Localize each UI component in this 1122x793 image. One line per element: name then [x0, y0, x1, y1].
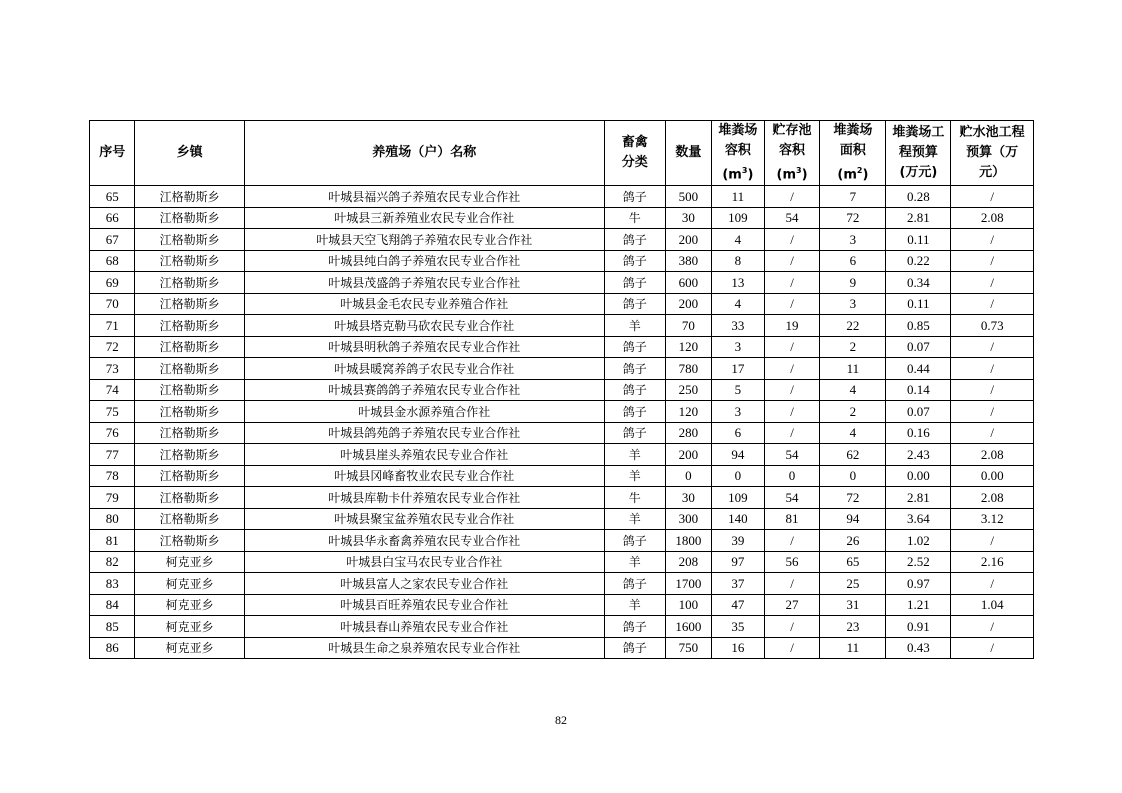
table-row [90, 229, 1034, 251]
cell-manure-yard-budget: 2.81 [886, 207, 951, 229]
cell-water-pool-budget: / [951, 293, 1034, 315]
cell-manure-yard-budget: 0.34 [886, 272, 951, 294]
cell-quantity: 200 [665, 293, 711, 315]
cell-index: 69 [90, 272, 135, 294]
cell-index: 85 [90, 616, 135, 638]
cell-livestock: 羊 [604, 465, 665, 487]
cell-township: 柯克亚乡 [135, 594, 244, 616]
unit-sup: 3 [741, 166, 748, 175]
cell-farm-name: 叶城县茂盛鸽子养殖农民专业合作社 [244, 272, 604, 294]
cell-storage-pool-volume: / [764, 379, 820, 401]
cell-manure-yard-area: 25 [820, 573, 886, 595]
cell-quantity: 30 [665, 207, 711, 229]
cell-storage-pool-volume: 54 [764, 444, 820, 466]
cell-water-pool-budget: / [951, 530, 1034, 552]
cell-manure-yard-budget: 0.22 [886, 250, 951, 272]
cell-livestock: 羊 [604, 551, 665, 573]
cell-quantity: 250 [665, 379, 711, 401]
table-row [90, 207, 1034, 229]
cell-water-pool-budget: 0.00 [951, 465, 1034, 487]
table-row [90, 186, 1034, 208]
cell-index: 67 [90, 229, 135, 251]
cell-township: 江格勒斯乡 [135, 207, 244, 229]
cell-manure-yard-volume: 3 [712, 336, 765, 358]
cell-farm-name: 叶城县冈峰畜牧业农民专业合作社 [244, 465, 604, 487]
cell-livestock: 鸽子 [604, 250, 665, 272]
cell-farm-name: 叶城县金水源养殖合作社 [244, 401, 604, 423]
cell-manure-yard-budget: 1.02 [886, 530, 951, 552]
cell-manure-yard-area: 94 [820, 508, 886, 530]
table-row [90, 293, 1034, 315]
cell-manure-yard-budget: 0.85 [886, 315, 951, 337]
unit-sup: 2 [856, 166, 863, 175]
cell-manure-yard-area: 7 [820, 186, 886, 208]
cell-quantity: 380 [665, 250, 711, 272]
header-livestock-label: 畜禽分类 [621, 135, 648, 171]
cell-farm-name: 叶城县库勒卡什养殖农民专业合作社 [244, 487, 604, 509]
cell-manure-yard-area: 11 [820, 637, 886, 659]
cell-manure-yard-budget: 0.00 [886, 465, 951, 487]
cell-livestock: 鸽子 [604, 293, 665, 315]
cell-manure-yard-area: 65 [820, 551, 886, 573]
cell-manure-yard-volume: 4 [712, 293, 765, 315]
cell-storage-pool-volume: 27 [764, 594, 820, 616]
cell-township: 江格勒斯乡 [135, 272, 244, 294]
cell-quantity: 208 [665, 551, 711, 573]
cell-water-pool-budget: 2.08 [951, 487, 1034, 509]
cell-storage-pool-volume: / [764, 422, 820, 444]
cell-township: 江格勒斯乡 [135, 508, 244, 530]
cell-township: 江格勒斯乡 [135, 379, 244, 401]
cell-manure-yard-budget: 0.16 [886, 422, 951, 444]
header-index: 序号 [90, 121, 135, 186]
cell-manure-yard-area: 6 [820, 250, 886, 272]
cell-farm-name: 叶城县鸽苑鸽子养殖农民专业合作社 [244, 422, 604, 444]
cell-livestock: 鸽子 [604, 229, 665, 251]
cell-index: 71 [90, 315, 135, 337]
table-row [90, 272, 1034, 294]
cell-manure-yard-volume: 5 [712, 379, 765, 401]
cell-index: 78 [90, 465, 135, 487]
cell-manure-yard-budget: 0.11 [886, 293, 951, 315]
unit-base: (m [722, 167, 742, 183]
cell-manure-yard-budget: 1.21 [886, 594, 951, 616]
cell-manure-yard-budget: 0.07 [886, 336, 951, 358]
cell-index: 86 [90, 637, 135, 659]
cell-manure-yard-budget: 2.81 [886, 487, 951, 509]
cell-quantity: 200 [665, 229, 711, 251]
cell-livestock: 鸽子 [604, 272, 665, 294]
unit-base: (m [837, 167, 857, 183]
header-manure-yard-area-unit [820, 161, 885, 185]
cell-quantity: 300 [665, 508, 711, 530]
cell-township: 江格勒斯乡 [135, 422, 244, 444]
cell-water-pool-budget: / [951, 637, 1034, 659]
header-livestock [604, 121, 665, 186]
cell-livestock: 牛 [604, 487, 665, 509]
cell-township: 柯克亚乡 [135, 551, 244, 573]
cell-manure-yard-budget: 2.52 [886, 551, 951, 573]
page-number: 82 [555, 713, 567, 727]
cell-quantity: 0 [665, 465, 711, 487]
cell-manure-yard-area: 9 [820, 272, 886, 294]
cell-storage-pool-volume: 19 [764, 315, 820, 337]
cell-index: 74 [90, 379, 135, 401]
header-water-pool-budget [951, 121, 1034, 186]
cell-manure-yard-volume: 8 [712, 250, 765, 272]
cell-manure-yard-volume: 3 [712, 401, 765, 423]
cell-livestock: 鸽子 [604, 422, 665, 444]
table-row [90, 530, 1034, 552]
cell-manure-yard-volume: 11 [712, 186, 765, 208]
table-row [90, 487, 1034, 509]
cell-manure-yard-area: 3 [820, 229, 886, 251]
cell-livestock: 鸽子 [604, 573, 665, 595]
header-storage-pool-volume-label: 贮存池容积 [772, 123, 812, 158]
livestock-farm-table [89, 120, 1034, 659]
cell-index: 68 [90, 250, 135, 272]
cell-township: 江格勒斯乡 [135, 465, 244, 487]
cell-farm-name: 叶城县明秋鸽子养殖农民专业合作社 [244, 336, 604, 358]
cell-storage-pool-volume: / [764, 358, 820, 380]
cell-manure-yard-volume: 33 [712, 315, 765, 337]
cell-index: 76 [90, 422, 135, 444]
cell-quantity: 1700 [665, 573, 711, 595]
cell-manure-yard-volume: 39 [712, 530, 765, 552]
cell-manure-yard-area: 11 [820, 358, 886, 380]
cell-index: 75 [90, 401, 135, 423]
table-row [90, 616, 1034, 638]
cell-storage-pool-volume: / [764, 616, 820, 638]
table-row [90, 465, 1034, 487]
cell-manure-yard-volume: 140 [712, 508, 765, 530]
cell-township: 江格勒斯乡 [135, 336, 244, 358]
cell-water-pool-budget: / [951, 358, 1034, 380]
cell-quantity: 1800 [665, 530, 711, 552]
cell-manure-yard-area: 62 [820, 444, 886, 466]
cell-index: 82 [90, 551, 135, 573]
cell-manure-yard-budget: 3.64 [886, 508, 951, 530]
cell-livestock: 羊 [604, 508, 665, 530]
cell-water-pool-budget: / [951, 272, 1034, 294]
cell-quantity: 70 [665, 315, 711, 337]
cell-manure-yard-budget: 0.97 [886, 573, 951, 595]
header-farm-name: 养殖场（户）名称 [244, 121, 604, 186]
cell-manure-yard-volume: 37 [712, 573, 765, 595]
cell-farm-name: 叶城县聚宝盆养殖农民专业合作社 [244, 508, 604, 530]
header-quantity: 数量 [665, 121, 711, 186]
cell-manure-yard-volume: 6 [712, 422, 765, 444]
cell-farm-name: 叶城县崖头养殖农民专业合作社 [244, 444, 604, 466]
cell-water-pool-budget: / [951, 401, 1034, 423]
cell-manure-yard-volume: 109 [712, 487, 765, 509]
cell-township: 江格勒斯乡 [135, 315, 244, 337]
unit-sup: 3 [796, 166, 802, 175]
cell-livestock: 鸽子 [604, 637, 665, 659]
unit-base: (m [776, 167, 797, 183]
cell-township: 柯克亚乡 [135, 637, 244, 659]
cell-quantity: 30 [665, 487, 711, 509]
cell-farm-name: 叶城县白宝马农民专业合作社 [244, 551, 604, 573]
cell-storage-pool-volume: 81 [764, 508, 820, 530]
cell-manure-yard-area: 26 [820, 530, 886, 552]
header-manure-yard-volume-label: 堆粪场容积 [718, 123, 758, 158]
cell-township: 江格勒斯乡 [135, 250, 244, 272]
header-manure-yard-budget-label: 堆粪场工程预算(万元) [892, 125, 945, 181]
cell-township: 江格勒斯乡 [135, 358, 244, 380]
cell-index: 65 [90, 186, 135, 208]
cell-water-pool-budget: / [951, 422, 1034, 444]
cell-township: 江格勒斯乡 [135, 444, 244, 466]
cell-storage-pool-volume: 56 [764, 551, 820, 573]
cell-township: 柯克亚乡 [135, 616, 244, 638]
cell-manure-yard-volume: 13 [712, 272, 765, 294]
cell-storage-pool-volume: / [764, 336, 820, 358]
header-storage-pool-volume [764, 121, 820, 186]
header-manure-yard-area [820, 121, 886, 186]
cell-manure-yard-area: 23 [820, 616, 886, 638]
cell-manure-yard-volume: 47 [712, 594, 765, 616]
cell-farm-name: 叶城县百旺养殖农民专业合作社 [244, 594, 604, 616]
cell-township: 江格勒斯乡 [135, 293, 244, 315]
cell-manure-yard-volume: 109 [712, 207, 765, 229]
header-manure-yard-volume-unit [712, 161, 764, 185]
cell-manure-yard-area: 31 [820, 594, 886, 616]
cell-livestock: 鸽子 [604, 401, 665, 423]
cell-storage-pool-volume: / [764, 229, 820, 251]
cell-manure-yard-volume: 0 [712, 465, 765, 487]
header-storage-pool-volume-unit [765, 161, 820, 185]
unit-end: ) [862, 167, 869, 183]
cell-livestock: 牛 [604, 207, 665, 229]
cell-storage-pool-volume: / [764, 530, 820, 552]
table-row [90, 401, 1034, 423]
cell-livestock: 鸽子 [604, 379, 665, 401]
table-row [90, 573, 1034, 595]
cell-water-pool-budget: 0.73 [951, 315, 1034, 337]
cell-index: 81 [90, 530, 135, 552]
table-row [90, 444, 1034, 466]
table-row [90, 336, 1034, 358]
header-manure-yard-volume [712, 121, 765, 186]
table-row [90, 379, 1034, 401]
cell-township: 江格勒斯乡 [135, 530, 244, 552]
cell-water-pool-budget: 2.16 [951, 551, 1034, 573]
header-manure-yard-budget [886, 121, 951, 186]
cell-manure-yard-budget: 0.91 [886, 616, 951, 638]
header-water-pool-budget-label: 贮水池工程预算（万元） [959, 125, 1025, 181]
cell-manure-yard-budget: 0.43 [886, 637, 951, 659]
cell-livestock: 鸽子 [604, 358, 665, 380]
cell-index: 79 [90, 487, 135, 509]
cell-livestock: 羊 [604, 315, 665, 337]
cell-manure-yard-area: 4 [820, 422, 886, 444]
cell-index: 84 [90, 594, 135, 616]
cell-quantity: 780 [665, 358, 711, 380]
cell-manure-yard-area: 4 [820, 379, 886, 401]
cell-township: 江格勒斯乡 [135, 401, 244, 423]
cell-quantity: 120 [665, 401, 711, 423]
cell-township: 江格勒斯乡 [135, 487, 244, 509]
cell-storage-pool-volume: / [764, 272, 820, 294]
cell-water-pool-budget: / [951, 336, 1034, 358]
cell-quantity: 750 [665, 637, 711, 659]
cell-quantity: 200 [665, 444, 711, 466]
header-manure-yard-area-label: 堆粪场面积 [833, 123, 873, 158]
cell-manure-yard-budget: 0.28 [886, 186, 951, 208]
cell-water-pool-budget: / [951, 616, 1034, 638]
table-row [90, 422, 1034, 444]
cell-manure-yard-area: 2 [820, 401, 886, 423]
cell-index: 73 [90, 358, 135, 380]
cell-livestock: 羊 [604, 444, 665, 466]
cell-farm-name: 叶城县暖窝养鸽子农民专业合作社 [244, 358, 604, 380]
cell-manure-yard-budget: 0.07 [886, 401, 951, 423]
cell-livestock: 鸽子 [604, 186, 665, 208]
cell-water-pool-budget: / [951, 186, 1034, 208]
cell-quantity: 120 [665, 336, 711, 358]
cell-farm-name: 叶城县纯白鸽子养殖农民专业合作社 [244, 250, 604, 272]
cell-storage-pool-volume: 0 [764, 465, 820, 487]
cell-water-pool-budget: / [951, 573, 1034, 595]
cell-farm-name: 叶城县福兴鸽子养殖农民专业合作社 [244, 186, 604, 208]
cell-manure-yard-area: 0 [820, 465, 886, 487]
cell-farm-name: 叶城县赛鸽鸽子养殖农民专业合作社 [244, 379, 604, 401]
cell-township: 柯克亚乡 [135, 573, 244, 595]
cell-quantity: 500 [665, 186, 711, 208]
cell-farm-name: 叶城县塔克勒马砍农民专业合作社 [244, 315, 604, 337]
cell-storage-pool-volume: / [764, 637, 820, 659]
cell-water-pool-budget: / [951, 379, 1034, 401]
cell-farm-name: 叶城县生命之泉养殖农民专业合作社 [244, 637, 604, 659]
cell-water-pool-budget: 2.08 [951, 444, 1034, 466]
cell-quantity: 1600 [665, 616, 711, 638]
cell-manure-yard-area: 2 [820, 336, 886, 358]
cell-manure-yard-volume: 4 [712, 229, 765, 251]
cell-farm-name: 叶城县三新养殖业农民专业合作社 [244, 207, 604, 229]
cell-manure-yard-volume: 35 [712, 616, 765, 638]
cell-storage-pool-volume: / [764, 186, 820, 208]
cell-storage-pool-volume: 54 [764, 207, 820, 229]
cell-storage-pool-volume: 54 [764, 487, 820, 509]
table-row [90, 551, 1034, 573]
cell-quantity: 280 [665, 422, 711, 444]
cell-farm-name: 叶城县天空飞翔鸽子养殖农民专业合作社 [244, 229, 604, 251]
cell-manure-yard-area: 72 [820, 207, 886, 229]
unit-end: ) [801, 167, 808, 183]
table-row [90, 250, 1034, 272]
cell-index: 72 [90, 336, 135, 358]
cell-water-pool-budget: 3.12 [951, 508, 1034, 530]
cell-livestock: 鸽子 [604, 530, 665, 552]
table-row [90, 358, 1034, 380]
cell-storage-pool-volume: / [764, 401, 820, 423]
cell-index: 70 [90, 293, 135, 315]
cell-manure-yard-area: 72 [820, 487, 886, 509]
cell-manure-yard-budget: 2.43 [886, 444, 951, 466]
cell-manure-yard-volume: 97 [712, 551, 765, 573]
table-row [90, 508, 1034, 530]
cell-manure-yard-budget: 0.44 [886, 358, 951, 380]
cell-index: 80 [90, 508, 135, 530]
cell-storage-pool-volume: / [764, 293, 820, 315]
cell-storage-pool-volume: / [764, 573, 820, 595]
unit-end: ) [747, 167, 754, 183]
table-row [90, 637, 1034, 659]
cell-water-pool-budget: / [951, 229, 1034, 251]
cell-manure-yard-volume: 17 [712, 358, 765, 380]
table-row [90, 315, 1034, 337]
cell-manure-yard-area: 22 [820, 315, 886, 337]
cell-index: 66 [90, 207, 135, 229]
cell-water-pool-budget: 2.08 [951, 207, 1034, 229]
cell-farm-name: 叶城县华永畜禽养殖农民专业合作社 [244, 530, 604, 552]
cell-manure-yard-volume: 16 [712, 637, 765, 659]
cell-quantity: 600 [665, 272, 711, 294]
cell-livestock: 羊 [604, 594, 665, 616]
cell-manure-yard-budget: 0.14 [886, 379, 951, 401]
table-row [90, 594, 1034, 616]
cell-township: 江格勒斯乡 [135, 186, 244, 208]
cell-livestock: 鸽子 [604, 616, 665, 638]
cell-water-pool-budget: 1.04 [951, 594, 1034, 616]
header-township: 乡镇 [135, 121, 244, 186]
table-body [90, 186, 1034, 659]
cell-livestock: 鸽子 [604, 336, 665, 358]
cell-index: 83 [90, 573, 135, 595]
cell-water-pool-budget: / [951, 250, 1034, 272]
header-row [90, 121, 1034, 186]
cell-township: 江格勒斯乡 [135, 229, 244, 251]
cell-farm-name: 叶城县春山养殖农民专业合作社 [244, 616, 604, 638]
cell-farm-name: 叶城县金毛农民专业养殖合作社 [244, 293, 604, 315]
cell-storage-pool-volume: / [764, 250, 820, 272]
cell-manure-yard-area: 3 [820, 293, 886, 315]
cell-index: 77 [90, 444, 135, 466]
cell-quantity: 100 [665, 594, 711, 616]
cell-manure-yard-volume: 94 [712, 444, 765, 466]
cell-farm-name: 叶城县富人之家农民专业合作社 [244, 573, 604, 595]
cell-manure-yard-budget: 0.11 [886, 229, 951, 251]
